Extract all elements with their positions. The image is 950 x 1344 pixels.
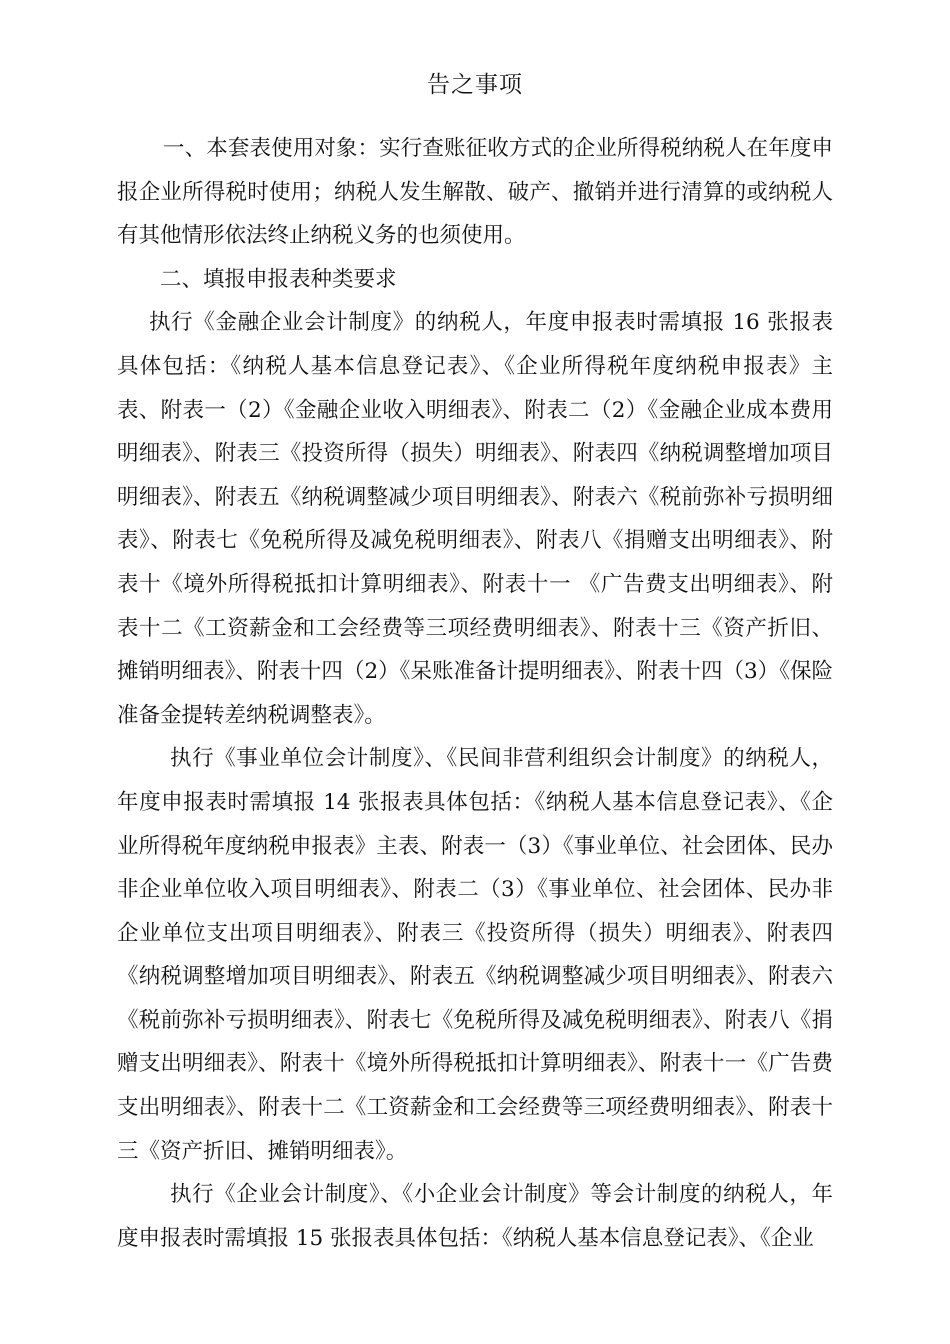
paragraph-scope: 一、本套表使用对象：实行查账征收方式的企业所得税纳税人在年度申报企业所得税时使用；纳税人发生解散、破产、撤销并进行清算的或纳税人有其他情形依法终止纳税义务的也须使用。 — [117, 136, 833, 249]
paragraph-financial-enterprise: 执行《金融企业会计制度》的纳税人，年度申报表时需填报 16 张报表具体包括：《纳税人基本信息登记表》、《企业所得税年度纳税申报表》主表、附表一（2）《金融企业收入明细表》、附表二（2）《金融企业成本费用明细表》、附表三《投资所得（损失）明细表》、附表四《纳税调整增加项目明细表》、附表五《纳税调整减少项目明细表》、附表六《税前弥补亏损明细表》、附表七《免税所得及减免税明细表》、附表八《捐赠支出明细表》、附表十《境外所得税抵扣计算明细表》、附表十一 《广告费支出明细表》、附表十二《工资薪金和工会经费等三项经费明细表》、附表十三《资产折旧、摊销明细表》、附表十四（2）《呆账准备计提明细表》、附表十四（3）《保险准备金提转差纳税调整表》。 — [117, 310, 833, 728]
paragraph-enterprise-accounting: 执行《企业会计制度》、《小企业会计制度》等会计制度的纳税人，年度申报表时需填报 15 张报表具体包括：《纳税人基本信息登记表》、《企业 — [117, 1182, 833, 1251]
document-body — [117, 127, 833, 1260]
paragraph-public-institution: 执行《事业单位会计制度》、《民间非营利组织会计制度》的纳税人，年度申报表时需填报 14 张报表具体包括：《纳税人基本信息登记表》、《企业所得税年度纳税申报表》主表、附表一（3）《事业单位、社会团体、民办非企业单位收入项目明细表》、附表二（3）《事业单位、社会团体、民办非企业单位支出项目明细表》、附表三《投资所得（损失）明细表》、附表四《纳税调整增加项目明细表》、附表五《纳税调整减少项目明细表》、附表六《税前弥补亏损明细表》、附表七《免税所得及减免税明细表》、附表八《捐赠支出明细表》、附表十《境外所得税抵扣计算明细表》、附表十一《广告费支出明细表》、附表十二《工资薪金和工会经费等三项经费明细表》、附表十三《资产折旧、摊销明细表》。 — [117, 746, 833, 1164]
page-title: 告之事项 — [427, 72, 523, 98]
paragraph-section-heading: 二、填报申报表种类要求 — [160, 266, 397, 292]
